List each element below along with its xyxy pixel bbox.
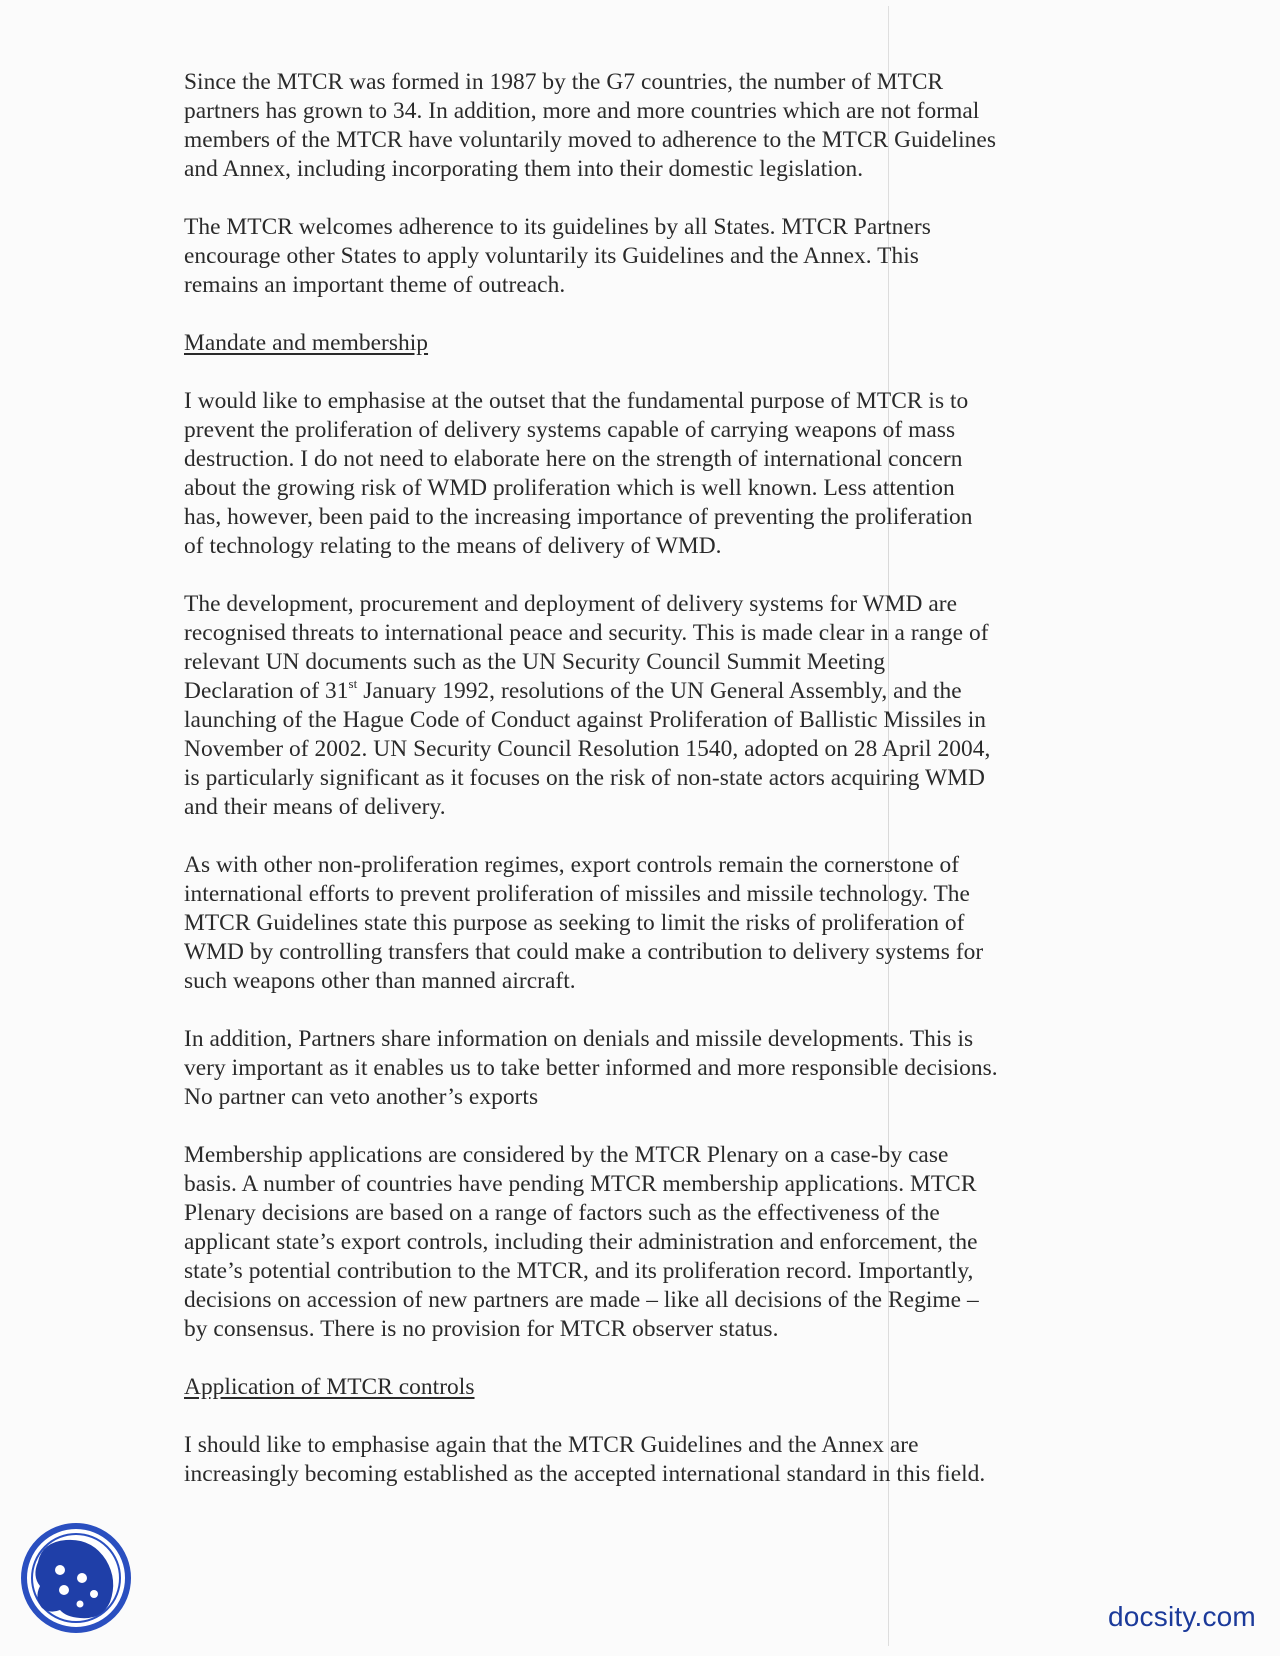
ordinal-suffix: st [348,676,358,691]
paragraph-export-controls [184,851,1064,996]
section-heading-mandate: Mandate and membership [184,330,429,356]
text-line: members of the MTCR have voluntarily moved to adherence to the MTCR Guidelines [184,127,996,153]
text-line: Membership applications are considered by the MTCR Plenary on a case-by case [184,1142,949,1168]
text-line: In addition, Partners share information on denials and missile developments. This is [184,1026,974,1052]
paragraph-mtcr-formation [184,68,1064,184]
declaration-text: Declaration of 31 [184,678,349,704]
text-line: international efforts to prevent proliferation of missiles and missile technology. The [184,881,970,907]
text-line: basis. A number of countries have pending MTCR membership applications. MTCR [184,1171,977,1197]
paragraph-information-sharing [184,1025,1064,1112]
text-line: recognised threats to international peace and security. This is made clear in a range of [184,620,989,646]
text-line: No partner can veto another’s exports [184,1084,539,1110]
text-line: I should like to emphasise again that the MTCR Guidelines and the Annex are [184,1432,919,1458]
text-line: of technology relating to the means of delivery of WMD. [184,533,722,559]
text-line: partners has grown to 34. In addition, more and more countries which are not formal [184,98,980,124]
text-line: destruction. I do not need to elaborate here on the strength of international concern [184,446,963,472]
docsity-logo-icon [20,1522,132,1634]
section-heading-application: Application of MTCR controls [184,1374,475,1400]
text-line: Plenary decisions are based on a range of factors such as the effectiveness of the [184,1200,940,1226]
text-line: prevent the proliferation of delivery systems capable of carrying weapons of mass [184,417,956,443]
declaration-text-rest: January 1992, resolutions of the UN General Assembly, and the [357,678,962,704]
text-line: I would like to emphasise at the outset that the fundamental purpose of MTCR is to [184,388,969,414]
paragraph-purpose [184,387,1064,561]
text-line: encourage other States to apply voluntarily its Guidelines and the Annex. This [184,243,919,269]
text-line: launching of the Hague Code of Conduct against Proliferation of Ballistic Missiles in [184,707,986,733]
text-line: and their means of delivery. [184,794,446,820]
text-line: has, however, been paid to the increasing importance of preventing the proliferation [184,504,973,530]
text-line: is particularly significant as it focuses on the risk of non-state actors acquiring WMD [184,765,985,791]
text-line: applicant state’s export controls, including their administration and enforcement, the [184,1229,978,1255]
text-line: about the growing risk of WMD proliferation which is well known. Less attention [184,475,955,501]
text-line: MTCR Guidelines state this purpose as seeking to limit the risks of proliferation of [184,910,965,936]
text-line: state’s potential contribution to the MTCR, and its proliferation record. Importantly, [184,1258,974,1284]
text-line: very important as it enables us to take better informed and more responsible decisions. [184,1055,998,1081]
text-line: relevant UN documents such as the UN Security Council Summit Meeting [184,649,886,675]
text-line: The MTCR welcomes adherence to its guidelines by all States. MTCR Partners [184,214,931,240]
text-line: Since the MTCR was formed in 1987 by the G7 countries, the number of MTCR [184,69,944,95]
docsity-brand-text[interactable]: docsity.com [1108,1601,1256,1632]
text-line: WMD by controlling transfers that could make a contribution to delivery systems for [184,939,984,965]
text-line: The development, procurement and deployment of delivery systems for WMD are [184,591,958,617]
text-line: such weapons other than manned aircraft. [184,968,576,994]
text-line-declaration [184,677,1064,706]
text-line: As with other non-proliferation regimes, export controls remain the cornerstone of [184,852,960,878]
text-line: increasingly becoming established as the accepted international standard in this field. [184,1461,986,1487]
paragraph-adherence [184,213,1064,300]
text-line: November of 2002. UN Security Council Resolution 1540, adopted on 28 April 2004, [184,736,991,762]
text-line: remains an important theme of outreach. [184,272,566,298]
text-line: decisions on accession of new partners are made – like all decisions of the Regime – [184,1287,979,1313]
paragraph-threats [184,590,1064,822]
text-line: and Annex, including incorporating them into their domestic legislation. [184,156,864,182]
document-body [184,68,1064,1518]
text-line: by consensus. There is no provision for MTCR observer status. [184,1316,779,1342]
paragraph-standard [184,1431,1064,1489]
paragraph-membership-applications [184,1141,1064,1344]
